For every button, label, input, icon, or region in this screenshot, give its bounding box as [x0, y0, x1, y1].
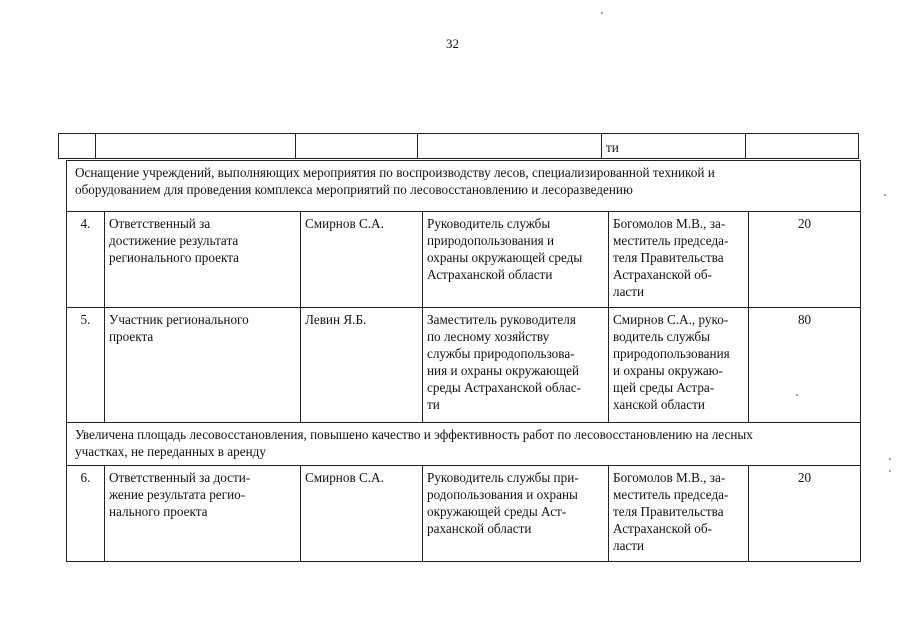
scan-speck: [796, 394, 798, 396]
cell-supervisor: Богомолов М.В., за- меститель председа- теля Правительства Астраханской об- ласти: [609, 212, 749, 308]
cell-percent: 20: [749, 466, 861, 562]
cell-person: Смирнов С.А.: [301, 466, 423, 562]
cell-position: Заместитель руководителя по лесному хозяйству службы природопользова- ния и охраны окружающей среды Астраханской облас- ти: [423, 308, 609, 423]
table-row: [67, 466, 861, 562]
cell-supervisor: Богомолов М.В., за- меститель председа- теля Правительства Астраханской об- ласти: [609, 466, 749, 562]
cell-percent: 80: [749, 308, 861, 423]
cell-supervisor: Смирнов С.А., руко- водитель службы природопользования и охраны окружаю- щей среды Астра- ханской области: [609, 308, 749, 423]
scan-speck: [601, 12, 603, 14]
cell-position: Руководитель службы природопользования и охраны окружающей среды Астраханской области: [423, 212, 609, 308]
cell-role: Участник регионального проекта: [105, 308, 301, 423]
table-row: [67, 308, 861, 423]
table-row: [59, 134, 859, 159]
cell-person: [296, 134, 418, 159]
section-header-row: [67, 423, 861, 466]
cell-num: 4.: [67, 212, 105, 308]
cell-percent: 20: [749, 212, 861, 308]
cell-role: Ответственный за дости- жение результата регио- нального проекта: [105, 466, 301, 562]
cell-num: 5.: [67, 308, 105, 423]
cell-position: Руководитель службы при- родопользования и охраны окружающей среды Аст- раханской области: [423, 466, 609, 562]
cell-num: 6.: [67, 466, 105, 562]
cell-role: [96, 134, 296, 159]
cell-supervisor: ти: [602, 134, 746, 159]
section-header-row: [67, 161, 861, 212]
scan-speck: [889, 458, 891, 460]
responsibility-table: [66, 160, 861, 562]
page-number: 32: [446, 36, 459, 51]
cell-position: [418, 134, 602, 159]
section-title: Увеличена площадь лесовосстановления, повышено качество и эффективность работ по лесовосстановлению на лесных участках, не переданных в аренду: [67, 423, 861, 466]
scan-speck: [884, 194, 886, 196]
cell-person: Смирнов С.А.: [301, 212, 423, 308]
table-top-continuation: [58, 133, 859, 159]
cell-person: Левин Я.Б.: [301, 308, 423, 423]
cell-num: [59, 134, 96, 159]
table-row: [67, 212, 861, 308]
section-title: Оснащение учреждений, выполняющих мероприятия по воспроизводству лесов, специализированной техникой и оборудованием для проведения комплекса мероприятий по лесовосстановлению и лесоразведению: [67, 161, 861, 212]
scan-speck: [889, 470, 891, 472]
cell-role: Ответственный за достижение результата регионального проекта: [105, 212, 301, 308]
cell-percent: [746, 134, 859, 159]
